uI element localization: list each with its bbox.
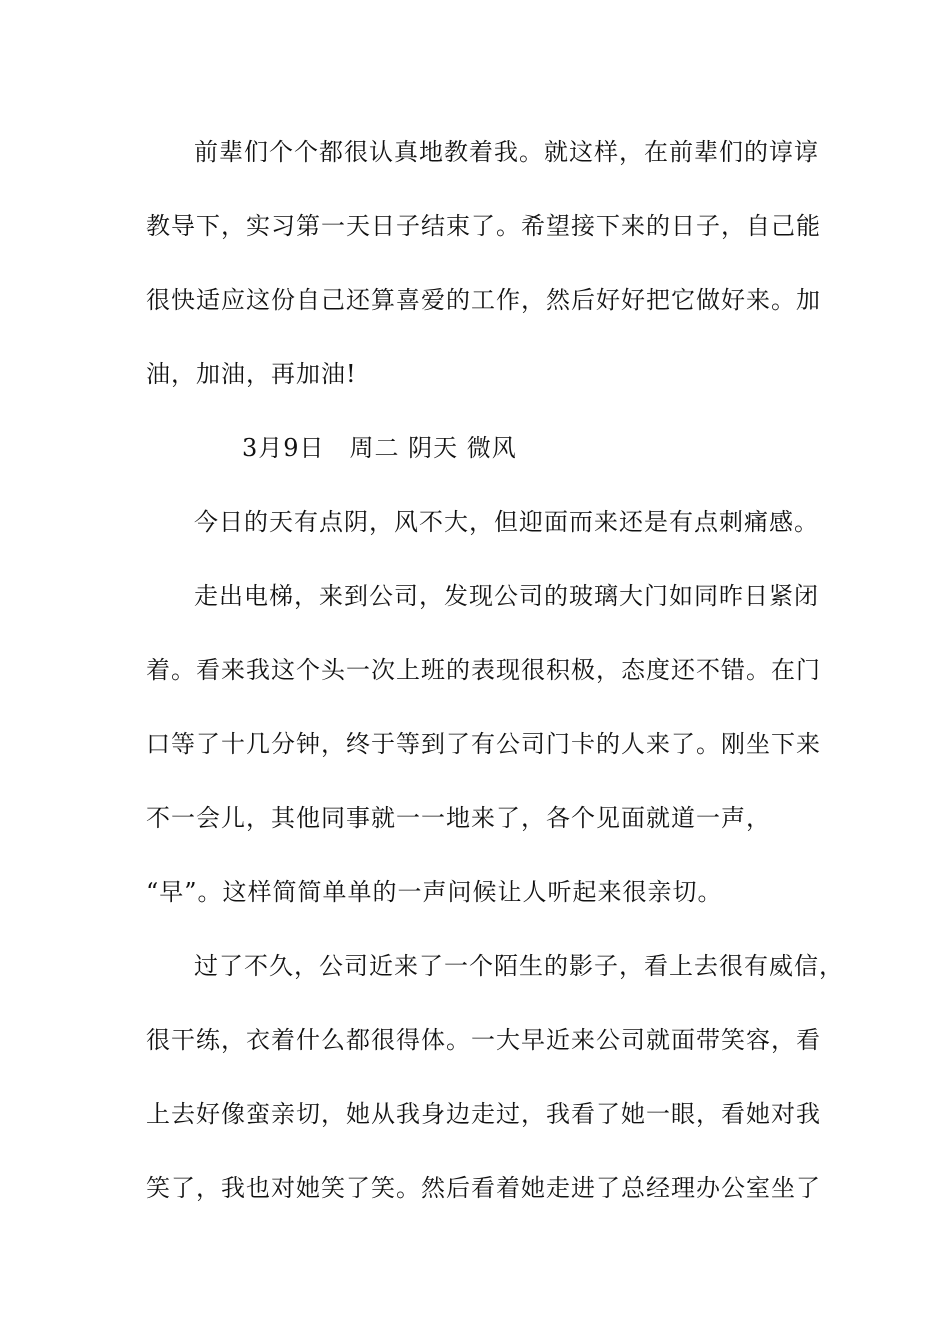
text-line: 走出电梯，来到公司，发现公司的玻璃大门如同昨日紧闭 <box>194 582 819 610</box>
date-heading: 3月9日 周二 阴天 微风 <box>242 434 517 462</box>
text-line: “早”。这样简简单单的一声问候让人听起来很亲切。 <box>146 878 723 906</box>
text-line: 教导下，实习第一天日子结束了。希望接下来的日子，自己能 <box>146 212 821 240</box>
text-line: 笑了，我也对她笑了笑。然后看着她走进了总经理办公室坐了 <box>146 1174 821 1202</box>
text-line: 很干练，衣着什么都很得体。一大早近来公司就面带笑容，看 <box>146 1026 821 1054</box>
text-line: 很快适应这份自己还算喜爱的工作，然后好好把它做好来。加 <box>146 286 821 314</box>
text-line: 过了不久，公司近来了一个陌生的影子，看上去很有威信， <box>194 952 844 980</box>
text-line: 今日的天有点阴，风不大，但迎面而来还是有点刺痛感。 <box>194 508 819 536</box>
text-line: 着。看来我这个头一次上班的表现很积极，态度还不错。在门 <box>146 656 821 684</box>
text-line: 不一会儿，其他同事就一一地来了，各个见面就道一声， <box>146 804 771 832</box>
text-line: 口等了十几分钟，终于等到了有公司门卡的人来了。刚坐下来 <box>146 730 821 758</box>
text-line: 前辈们个个都很认真地教着我。就这样，在前辈们的谆谆 <box>194 138 819 166</box>
text-line: 上去好像蛮亲切，她从我身边走过，我看了她一眼，看她对我 <box>146 1100 821 1128</box>
body-text <box>146 132 844 1242</box>
text-line: 油，加油，再加油! <box>146 360 357 388</box>
